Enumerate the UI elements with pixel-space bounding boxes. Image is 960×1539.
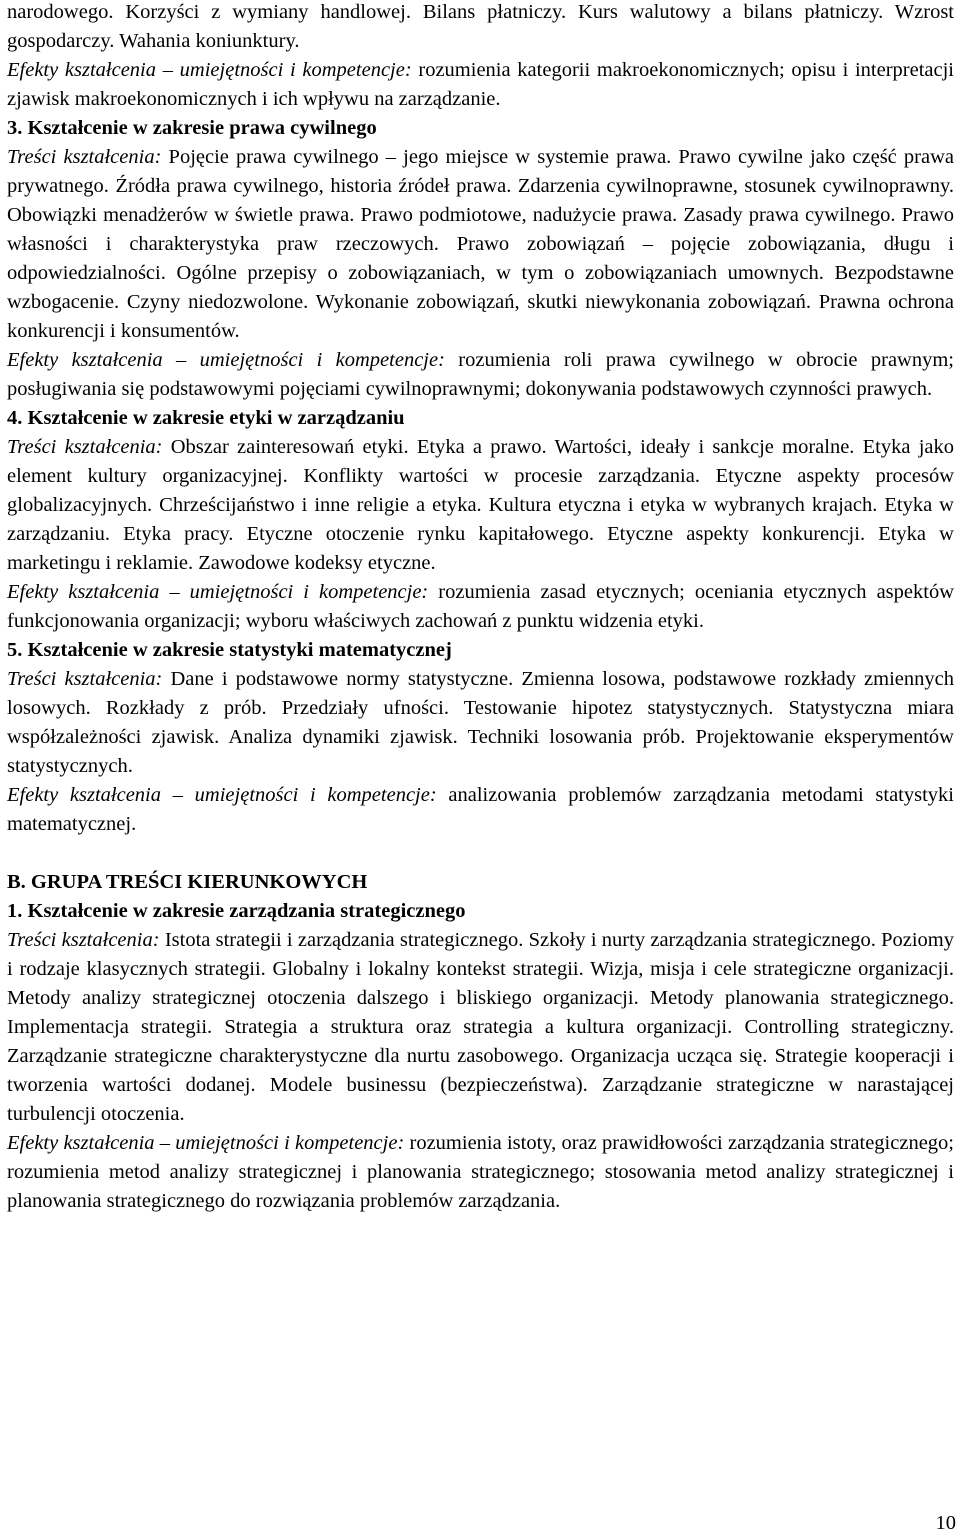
section-3-content xyxy=(7,143,954,346)
intro-paragraph xyxy=(7,0,954,56)
section-b1-effects xyxy=(7,1129,954,1216)
page-number: 10 xyxy=(935,1512,956,1534)
effects-text: analizowania problemów zarządzania metodami statystyki matematycznej. xyxy=(7,784,954,835)
intro-effects-paragraph xyxy=(7,56,954,114)
effects-text: rozumienia zasad etycznych; oceniania etycznych aspektów funkcjonowania organizacji; wyboru właściwych zachowań z punktu widzenia etyki. xyxy=(7,581,955,632)
section-3-heading: 3. Kształcenie w zakresie prawa cywilnego xyxy=(7,117,377,139)
content-text: Dane i podstawowe normy statystyczne. Zmienna losowa, podstawowe rozkłady zmiennych losowych. Rozkłady z prób. Przedziały ufności. Testowanie hipotez statystycznych. Statystyczna miara współzależności zjawisk. Analiza dynamiki zjawisk. Techniki losowania prób. Projektowanie eksperymentów statystycznych. xyxy=(7,668,954,777)
section-3-effects xyxy=(7,346,954,404)
section-5-content xyxy=(7,665,954,781)
content-label: Treści kształcenia: xyxy=(7,436,163,458)
content-text: Istota strategii i zarządzania strategicznego. Szkoły i nurty zarządzania strategicznego. Poziomy i rodzaje klasycznych strategii. Globalny i lokalny kontekst strategii. Wizja, misja i cele strategiczne organizacji. Metody analizy strategicznej otoczenia dalszego i bliskiego organizacji. Metody planowania strategicznego. Implementacja strategii. Strategia a struktura oraz strategia a kultura organizacji. Controlling strategiczny. Zarządzanie strategiczne charakterystyczne dla nurtu zasobowego. Organizacja ucząca się. Strategie kooperacji i tworzenia wartości dodanej. Modele businessu (bezpieczeństwa). Zarządzanie strategiczne w narastającej turbulencji otoczenia. xyxy=(7,929,954,1125)
content-text: Pojęcie prawa cywilnego – jego miejsce w systemie prawa. Prawo cywilne jako część prawa prywatnego. Źródła prawa cywilnego, historia źródeł prawa. Zdarzenia cywilnoprawne, stosunek cywilnoprawny. Obowiązki menadżerów w świetle prawa. Prawo podmiotowe, nadużycie prawa. Zasady prawa cywilnego. Prawo własności i charakterystyka praw rzeczowych. Prawo zobowiązań – pojęcie zobowiązania, długu i odpowiedzialności. Ogólne przepisy o zobowiązaniach, w tym o zobowiązaniach umownych. Bezpodstawne wzbogacenie. Czyny niedozwolone. Wykonanie zobowiązań, skutki niewykonania zobowiązań. Prawna ochrona konkurencji i konsumentów. xyxy=(7,146,954,342)
section-5-effects xyxy=(7,781,954,839)
effects-text: rozumienia roli prawa cywilnego w obrocie prawnym; posługiwania się podstawowymi pojęciami cywilnoprawnymi; dokonywania podstawowych czynności prawych. xyxy=(7,349,955,400)
section-4-content xyxy=(7,433,954,578)
content-label: Treści kształcenia: xyxy=(7,929,160,951)
effects-text: rozumienia istoty, oraz prawidłowości zarządzania strategicznego; rozumienia metod analizy strategicznej i planowania strategicznego; stosowania metod analizy strategicznej i planowania strategicznego do rozwiązania problemów zarządzania. xyxy=(7,1132,954,1212)
group-b-heading: B. GRUPA TREŚCI KIERUNKOWYCH xyxy=(7,871,368,893)
effects-text: rozumienia kategorii makroekonomicznych; opisu i interpretacji zjawisk makroekonomicznych i ich wpływu na zarządzanie. xyxy=(7,59,954,110)
section-b1-heading: 1. Kształcenie w zakresie zarządzania strategicznego xyxy=(7,900,466,922)
content-text: Obszar zainteresowań etyki. Etyka a prawo. Wartości, ideały i sankcje moralne. Etyka jako element kultury organizacyjnej. Konflikty wartości w procesie zarządzania. Etyczne aspekty procesów globalizacyjnych. Chrześcijaństwo i inne religie a etyka. Kultura etyczna i etyka w wybranych krajach. Etyka w zarządzaniu. Etyka pracy. Etyczne otoczenie rynku kapitałowego. Etyczne aspekty konkurencji. Etyka w marketingu i reklamie. Zawodowe kodeksy etyczne. xyxy=(7,436,954,574)
intro-text: narodowego. Korzyści z wymiany handlowej. Bilans płatniczy. Kurs walutowy a bilans płatniczy. Wzrost gospodarczy. Wahania koniunktury. xyxy=(7,1,954,52)
section-4-effects xyxy=(7,578,954,636)
content-label: Treści kształcenia: xyxy=(7,146,162,168)
section-5-heading: 5. Kształcenie w zakresie statystyki matematycznej xyxy=(7,639,452,661)
effects-label: Efekty kształcenia – umiejętności i kompetencje: xyxy=(7,1132,405,1154)
section-4-heading: 4. Kształcenie w zakresie etyki w zarządzaniu xyxy=(7,407,405,429)
effects-label: Efekty kształcenia – umiejętności i kompetencje: xyxy=(7,59,412,81)
content-label: Treści kształcenia: xyxy=(7,668,163,690)
effects-label: Efekty kształcenia – umiejętności i kompetencje: xyxy=(7,349,445,371)
effects-label: Efekty kształcenia – umiejętności i kompetencje: xyxy=(7,784,437,806)
document-page xyxy=(7,0,954,1216)
section-b1-content xyxy=(7,926,954,1129)
effects-label: Efekty kształcenia – umiejętności i kompetencje: xyxy=(7,581,429,603)
